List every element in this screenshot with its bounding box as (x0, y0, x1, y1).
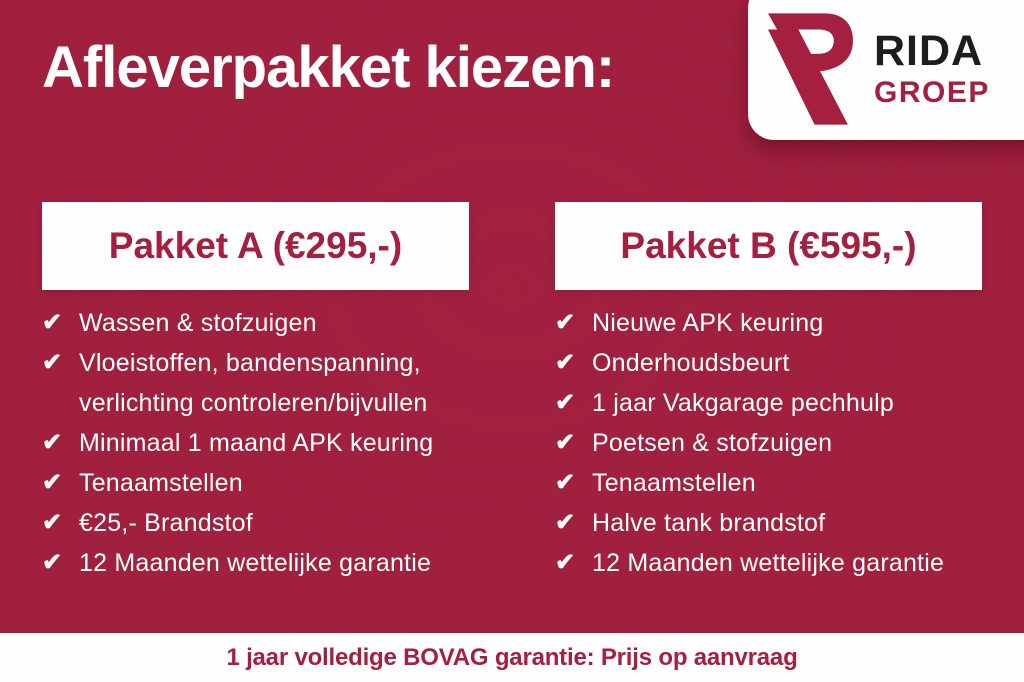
package-a-card (42, 202, 469, 583)
package-a-header: Pakket A (€295,-) (42, 202, 469, 290)
list-item-text: Minimaal 1 maand APK keuring (79, 429, 434, 457)
list-item (555, 543, 982, 583)
logo (748, 0, 1024, 140)
list-item-text: 12 Maanden wettelijke garantie (79, 549, 432, 577)
rida-r-icon (768, 13, 854, 125)
list-item (555, 463, 982, 503)
list-item (42, 543, 469, 583)
check-icon: ✔ (555, 349, 576, 376)
list-item-text: Tenaamstellen (592, 469, 756, 497)
list-item (555, 303, 982, 343)
check-icon: ✔ (555, 309, 576, 336)
list-item (555, 343, 982, 383)
footer-text: 1 jaar volledige BOVAG garantie: Prijs op aanvraag (226, 643, 798, 671)
footer-bar (0, 633, 1024, 682)
check-icon: ✔ (555, 389, 576, 416)
check-icon: ✔ (555, 429, 576, 456)
list-item-text: Onderhoudsbeurt (592, 349, 790, 377)
check-icon: ✔ (42, 469, 63, 496)
check-icon: ✔ (555, 549, 576, 576)
logo-brand-text: RIDA (874, 26, 984, 75)
page-title: Afleverpakket kiezen: (42, 35, 615, 100)
list-item (42, 463, 469, 503)
logo-sub-text: GROEP (874, 75, 990, 109)
list-item-text: 12 Maanden wettelijke garantie (592, 549, 945, 577)
check-icon: ✔ (42, 349, 63, 376)
list-item-text: 1 jaar Vakgarage pechhulp (592, 389, 894, 417)
list-item-text: Vloeistoffen, bandenspanning, verlichting controleren/bijvullen (79, 349, 428, 417)
package-b-header: Pakket B (€595,-) (555, 202, 982, 290)
check-icon: ✔ (42, 429, 63, 456)
check-icon: ✔ (555, 509, 576, 536)
package-b-list (555, 303, 982, 583)
check-icon: ✔ (555, 469, 576, 496)
list-item-text: Wassen & stofzuigen (79, 309, 317, 337)
check-icon: ✔ (42, 309, 63, 336)
list-item (555, 423, 982, 463)
list-item-text: Halve tank brandstof (592, 509, 826, 537)
check-icon: ✔ (42, 509, 63, 536)
list-item (42, 303, 469, 343)
list-item-text: Nieuwe APK keuring (592, 309, 824, 337)
package-a-list (42, 303, 469, 583)
list-item (555, 503, 982, 543)
list-item (42, 503, 469, 543)
package-b-card (555, 202, 982, 583)
list-item (555, 383, 982, 423)
list-item-text: Tenaamstellen (79, 469, 243, 497)
list-item (42, 423, 469, 463)
list-item-text: €25,- Brandstof (79, 509, 253, 537)
list-item (42, 343, 469, 423)
list-item-text: Poetsen & stofzuigen (592, 429, 833, 457)
logo-text (874, 26, 990, 109)
check-icon: ✔ (42, 549, 63, 576)
